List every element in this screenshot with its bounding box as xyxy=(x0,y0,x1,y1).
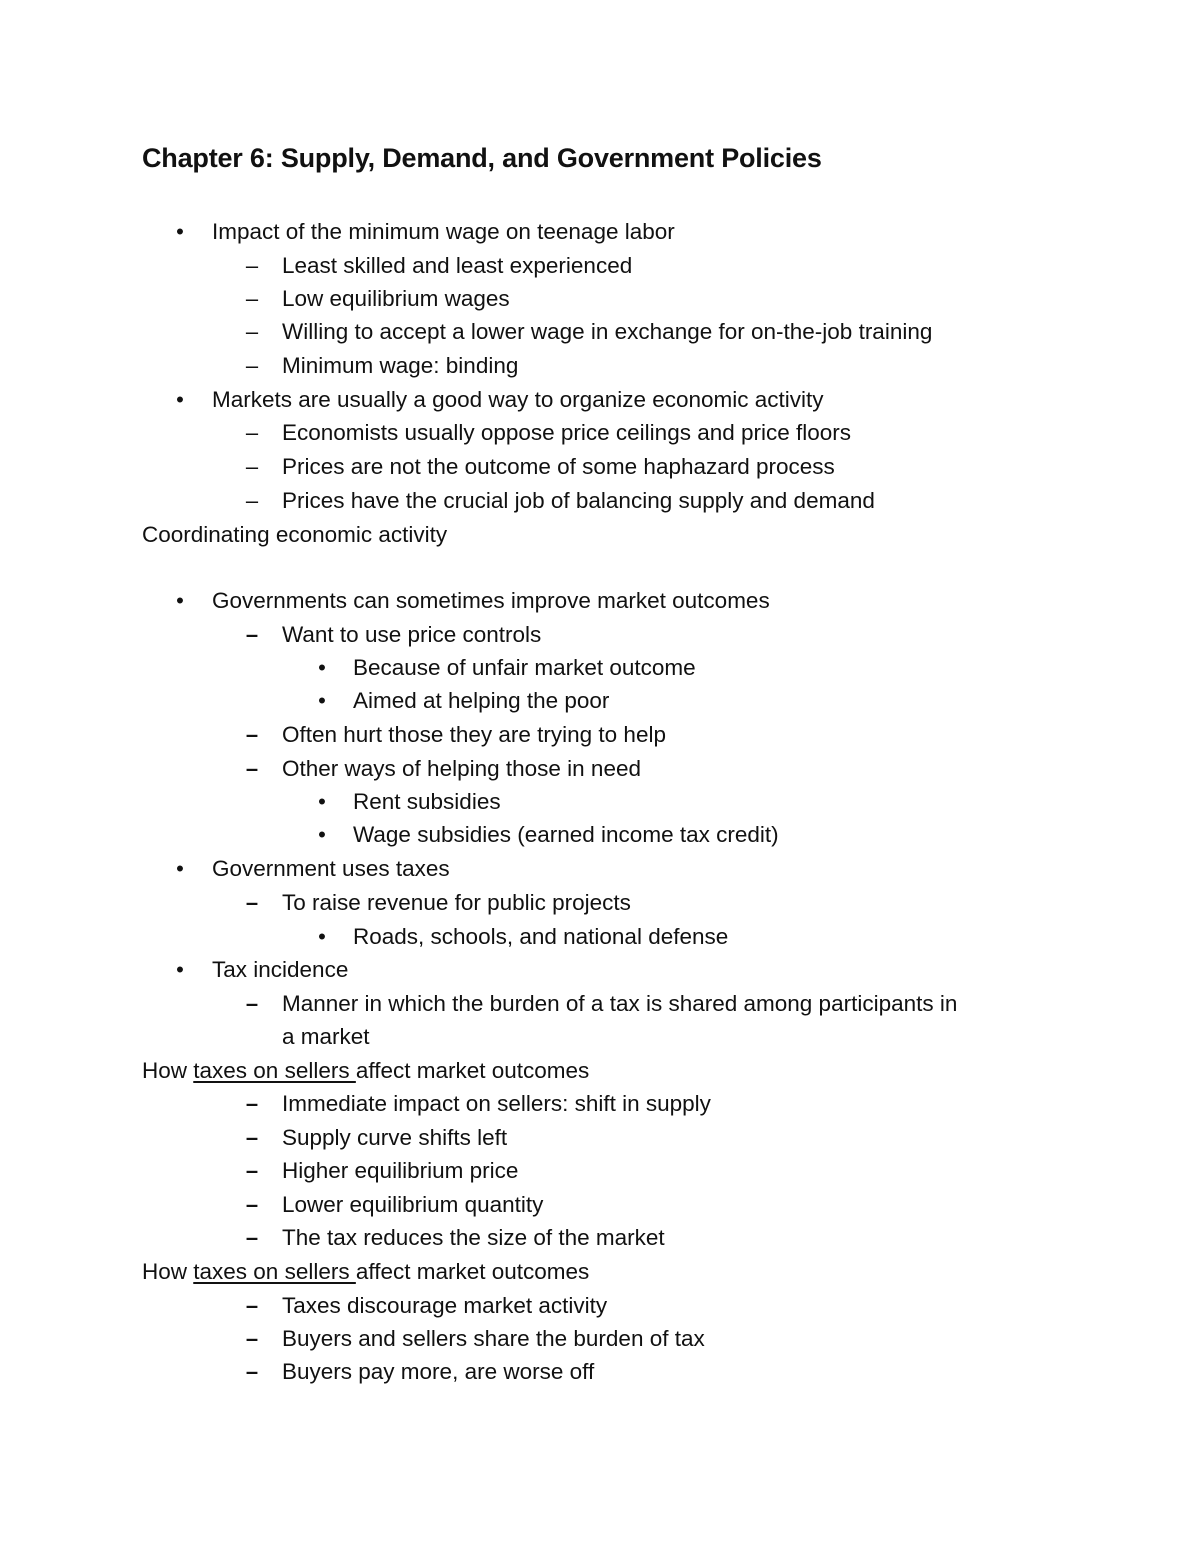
section-heading xyxy=(142,1257,589,1287)
dash-icon: – xyxy=(245,1293,259,1318)
bullet-icon: • xyxy=(176,588,184,613)
sub-item: Prices have the crucial job of balancing supply and demand xyxy=(282,488,875,513)
heading-prefix: How xyxy=(142,1058,194,1083)
bullet-icon: • xyxy=(318,789,326,814)
bullet-icon: • xyxy=(318,655,326,680)
sub-item: Buyers and sellers share the burden of tax xyxy=(282,1326,705,1351)
heading-suffix: affect market outcomes xyxy=(355,1058,590,1083)
sub-item: Immediate impact on sellers: shift in supply xyxy=(282,1091,711,1116)
dash-icon: – xyxy=(245,253,259,278)
sub-item: Minimum wage: binding xyxy=(282,353,519,378)
chapter-title: Chapter 6: Supply, Demand, and Government Policies xyxy=(142,143,822,173)
sub-sub-item: Rent subsidies xyxy=(353,789,501,814)
dash-icon: – xyxy=(245,353,259,378)
dash-icon: – xyxy=(245,1158,259,1183)
sub-item: Often hurt those they are trying to help xyxy=(282,722,666,747)
dash-icon: – xyxy=(245,488,259,513)
sub-item: Prices are not the outcome of some haphazard process xyxy=(282,454,835,479)
dash-icon: – xyxy=(245,890,259,915)
bullet-icon: • xyxy=(176,957,184,982)
dash-icon: – xyxy=(245,1225,259,1250)
dash-icon: – xyxy=(245,319,259,344)
bullet-icon: • xyxy=(176,387,184,412)
sub-item: Taxes discourage market activity xyxy=(282,1293,608,1318)
bullet-icon: • xyxy=(318,688,326,713)
dash-icon: – xyxy=(245,1359,259,1384)
bullet-icon: • xyxy=(176,856,184,881)
sub-item: Supply curve shifts left xyxy=(282,1125,508,1150)
sub-item: Willing to accept a lower wage in exchange for on-the-job training xyxy=(282,319,933,344)
bullet-item: Markets are usually a good way to organize economic activity xyxy=(212,387,824,412)
bullet-icon: • xyxy=(176,219,184,244)
dash-icon: – xyxy=(245,1326,259,1351)
sub-item: Low equilibrium wages xyxy=(282,286,510,311)
sub-sub-item: Aimed at helping the poor xyxy=(353,688,610,713)
section-heading xyxy=(142,1056,589,1086)
bullet-item: Tax incidence xyxy=(212,957,349,982)
sub-item-continuation: a market xyxy=(282,1024,370,1049)
heading-suffix: affect market outcomes xyxy=(355,1259,590,1284)
sub-item: Other ways of helping those in need xyxy=(282,756,641,781)
bullet-icon: • xyxy=(318,822,326,847)
section-heading: Coordinating economic activity xyxy=(142,522,448,547)
dash-icon: – xyxy=(245,722,259,747)
sub-item: Lower equilibrium quantity xyxy=(282,1192,544,1217)
dash-icon: – xyxy=(245,1125,259,1150)
heading-underlined: taxes on sellers xyxy=(193,1259,356,1284)
sub-item: To raise revenue for public projects xyxy=(282,890,631,915)
sub-sub-item: Because of unfair market outcome xyxy=(353,655,696,680)
dash-icon: – xyxy=(245,420,259,445)
sub-sub-item: Wage subsidies (earned income tax credit) xyxy=(353,822,779,847)
sub-item: Least skilled and least experienced xyxy=(282,253,633,278)
sub-item: The tax reduces the size of the market xyxy=(282,1225,665,1250)
dash-icon: – xyxy=(245,286,259,311)
dash-icon: – xyxy=(245,1192,259,1217)
dash-icon: – xyxy=(245,1091,259,1116)
bullet-item: Government uses taxes xyxy=(212,856,450,881)
dash-icon: – xyxy=(245,991,259,1016)
sub-sub-item: Roads, schools, and national defense xyxy=(353,924,729,949)
sub-item: Buyers pay more, are worse off xyxy=(282,1359,595,1384)
sub-item: Manner in which the burden of a tax is shared among participants in xyxy=(282,991,958,1016)
bullet-icon: • xyxy=(318,924,326,949)
sub-item: Want to use price controls xyxy=(282,622,542,647)
dash-icon: – xyxy=(245,622,259,647)
bullet-item: Impact of the minimum wage on teenage labor xyxy=(212,219,675,244)
dash-icon: – xyxy=(245,756,259,781)
sub-item: Economists usually oppose price ceilings and price floors xyxy=(282,420,852,445)
heading-underlined: taxes on sellers xyxy=(193,1058,356,1083)
sub-item: Higher equilibrium price xyxy=(282,1158,519,1183)
bullet-item: Governments can sometimes improve market outcomes xyxy=(212,588,770,613)
dash-icon: – xyxy=(245,454,259,479)
heading-prefix: How xyxy=(142,1259,194,1284)
